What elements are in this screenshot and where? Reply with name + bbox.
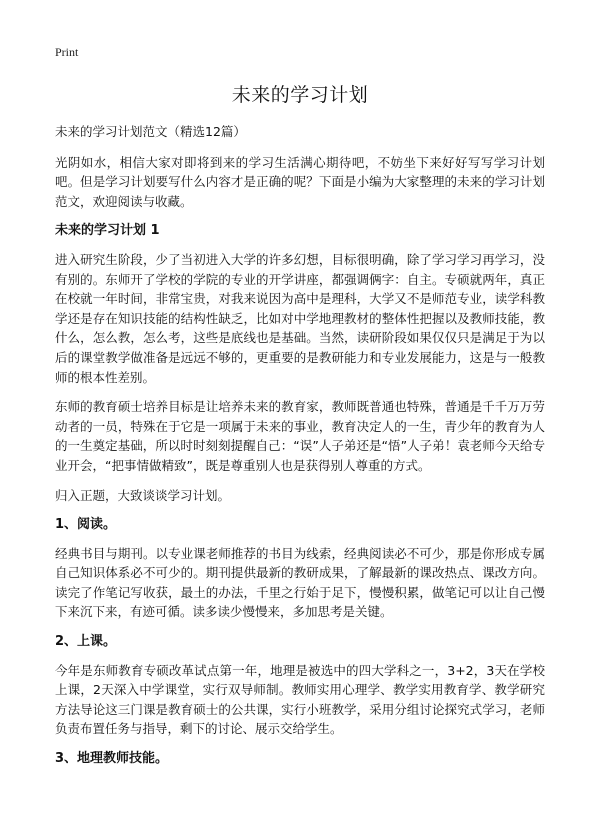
section1-paragraph-3: 归入正题，大致谈谈学习计划。	[55, 487, 231, 503]
item-text-reading: 经典书目与期刊。以专业课老师推荐的书目为线索，经典阅读必不可少，那是你形成专属自己知识体系必不可少的。期刊提供最新的教研成果，了解最新的课改热点、课改方向。读完了作笔记写收获，最土的办法，千里之行始于足下，慢慢积累，做笔记可以让自己慢下来沉下来，有迹可循。读多读少慢慢来，多加思考是关键。	[55, 545, 545, 620]
section1-paragraph-1: 进入研究生阶段，少了当初进入大学的许多幻想，目标很明确，除了学习学习再学习，没有别的。东师开了学校的学院的专业的开学讲座，都强调俩字：自主。专硕就两年，真正在校就一年时间，非常宝贵，对我来说因为高中是理科，大学又不是师范专业，读学科教学还是存在知识技能的结构性缺乏，比如对中学地理教材的整体性把握以及教师技能，教什么，怎么教，怎么考，这些是底线也是基础。当然，读研阶段如果仅仅只是满足于为以后的课堂教学做准备是远远不够的，更重要的是教研能力和专业发展能力，这是与一般教师的根本性差别。	[55, 251, 545, 385]
document-subtitle: 未来的学习计划范文（精选12篇）	[55, 124, 246, 139]
item-heading-skills: 3、地理教师技能。	[55, 751, 169, 767]
print-label: Print	[55, 45, 79, 59]
item-text-class: 今年是东师教育专硕改革试点第一年，地理是被选中的四大学科之一，3+2，3天在学校上课，2天深入中学课堂，实行双导师制。教师实用心理学、教学实用教育学、教学研究方法导论这三门课是教育硕士的公共课，实行小班教学，采用分组讨论探究式学习，老师负责布置任务与指导，剩下的讨论、展示交给学生。	[55, 662, 545, 737]
item-heading-reading: 1、阅读。	[55, 517, 117, 533]
section-heading-1: 未来的学习计划 1	[55, 223, 160, 239]
intro-paragraph: 光阴如水，相信大家对即将到来的学习生活满心期待吧，不妨坐下来好好写写学习计划吧。但是学习计划要写什么内容才是正确的呢？下面是小编为大家整理的未来的学习计划范文，欢迎阅读与收藏。	[55, 154, 545, 209]
document-body	[55, 122, 545, 778]
section1-paragraph-2: 东师的教育硕士培养目标是让培养未来的教育家，教师既普通也特殊，普通是千千万万劳动者的一员，特殊在于它是一项属于未来的事业，教育决定人的一生，青少年的教育为人的一生奠定基础，所以时时刻刻提醒自己：“误”人子弟还是“悟”人子弟！袁老师今天给专业开会，“把事情做精致”，既是尊重别人也是获得别人尊重的方式。	[55, 399, 545, 473]
document-title: 未来的学习计划	[231, 84, 369, 106]
item-heading-class: 2、上课。	[55, 634, 117, 650]
